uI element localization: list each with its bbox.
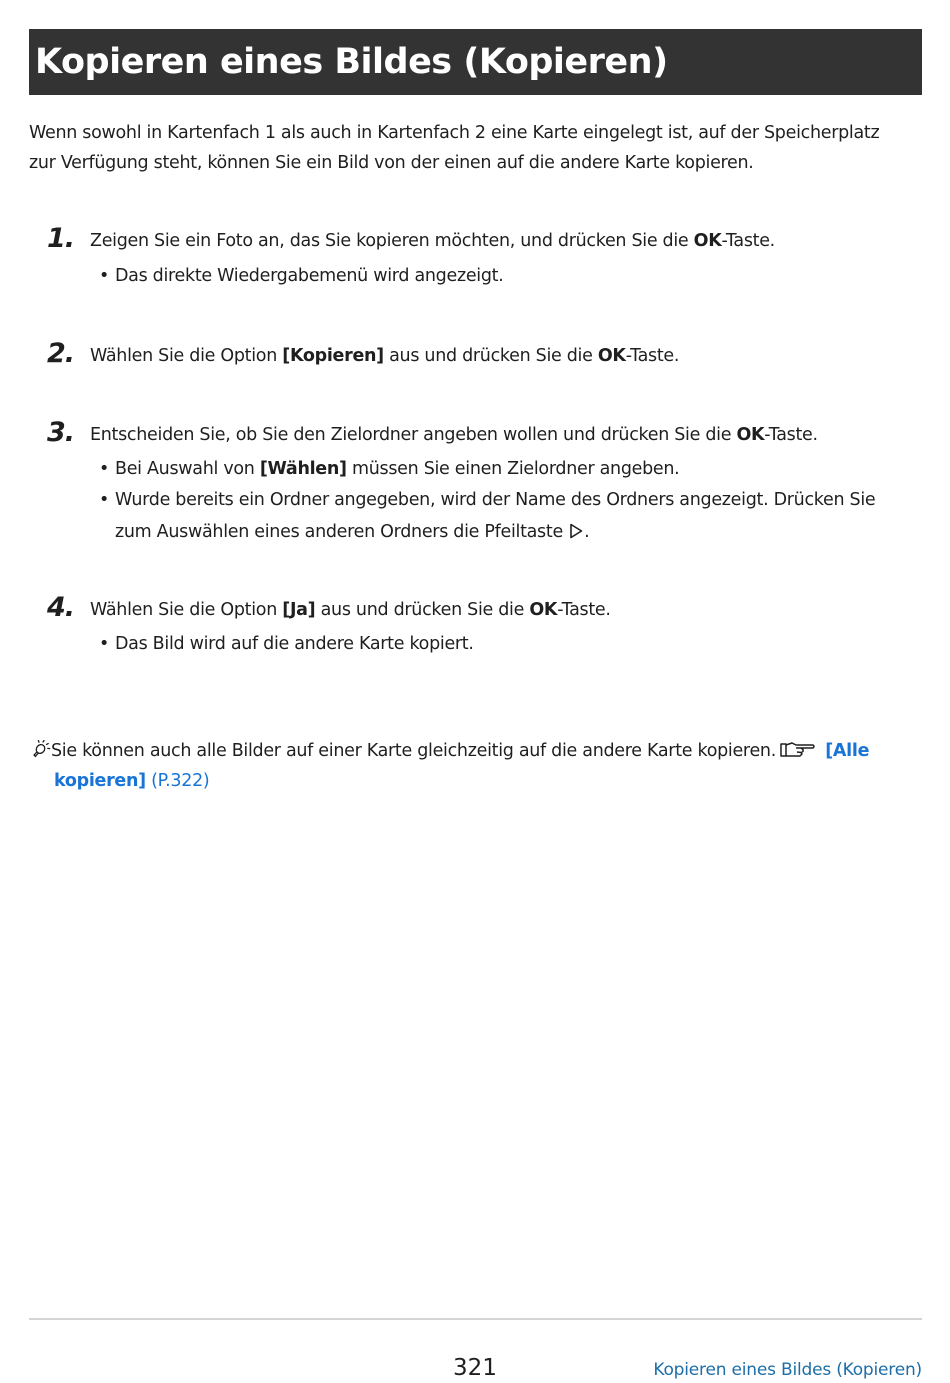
list-item	[97, 261, 917, 292]
tip-note	[29, 736, 919, 796]
tip-text: Sie können auch alle Bilder auf einer Karte gleichzeitig auf die andere Karte kopieren.	[51, 741, 776, 761]
bullet-text-before: Bei Auswahl von	[115, 459, 260, 479]
page-title: Kopieren eines Bildes (Kopieren)	[35, 42, 668, 82]
step-1-bullets	[97, 261, 917, 292]
ok-button-label: OK	[529, 600, 558, 620]
ok-button-label: OK	[736, 425, 765, 445]
bullet-dot: •	[99, 459, 110, 479]
step-3-bullets	[97, 454, 917, 547]
step-text	[90, 230, 775, 252]
bullet-text-line-1: Wurde bereits ein Ordner angegeben, wird der Name des Ordners angezeigt. Drücken Sie	[115, 490, 876, 510]
intro-line-2: zur Verfügung steht, können Sie ein Bild von der einen auf die andere Karte kopieren.	[29, 153, 754, 173]
bullet-dot: •	[99, 490, 110, 510]
tip-line-2	[29, 766, 919, 796]
step-text	[90, 424, 818, 446]
tip-lightbulb-icon	[29, 740, 51, 760]
option-label: [Ja]	[282, 600, 316, 620]
list-item	[97, 485, 917, 547]
list-item	[97, 454, 917, 485]
step-text	[90, 599, 611, 621]
title-bar	[29, 29, 922, 95]
step-text-before: Zeigen Sie ein Foto an, das Sie kopieren möchten, und drücken Sie die	[90, 231, 694, 251]
step-number: 2.	[47, 338, 75, 369]
bullet-text-line-2	[115, 517, 917, 547]
step-text-middle: aus und drücken Sie die	[315, 600, 530, 620]
ok-button-label: OK	[597, 346, 626, 366]
step-text-after: -Taste.	[625, 346, 680, 366]
step-text-middle: aus und drücken Sie die	[383, 346, 598, 366]
option-label: [Wählen]	[259, 459, 347, 479]
step-text-after: -Taste.	[764, 425, 818, 445]
step-text	[90, 345, 679, 367]
bullet-text-line-2-text: zum Auswählen eines anderen Ordners die Pfeiltaste	[115, 522, 563, 542]
bullet-text	[115, 454, 917, 485]
footer-divider	[29, 1318, 922, 1320]
list-item	[97, 629, 917, 660]
step-text-before: Entscheiden Sie, ob Sie den Zielordner angeben wollen und drücken Sie die	[90, 425, 737, 445]
step-text-before: Wählen Sie die Option	[90, 346, 283, 366]
page-reference-link[interactable]: (P.322)	[151, 771, 210, 791]
bullet-text: Das Bild wird auf die andere Karte kopiert.	[115, 634, 474, 654]
step-number: 1.	[47, 223, 75, 254]
link-alle-kopieren[interactable]: [Alle	[825, 741, 870, 761]
step-text-after: -Taste.	[721, 231, 775, 251]
page-number: 321	[453, 1355, 497, 1381]
pointing-hand-icon	[780, 740, 816, 758]
tip-line-1	[29, 736, 919, 766]
intro-paragraph	[29, 118, 909, 178]
link-alle-kopieren-cont[interactable]: kopieren]	[54, 771, 146, 791]
step-text-before: Wählen Sie die Option	[90, 600, 283, 620]
bullet-text-after: müssen Sie einen Zielordner angeben.	[346, 459, 680, 479]
step-4-bullets	[97, 629, 917, 660]
bullet-text: Das direkte Wiedergabemenü wird angezeigt.	[115, 266, 504, 286]
bullet-text-line-2-end: .	[584, 522, 590, 542]
step-number: 3.	[47, 417, 75, 448]
step-number: 4.	[47, 592, 75, 623]
option-label: [Kopieren]	[282, 346, 384, 366]
ok-button-label: OK	[693, 231, 722, 251]
intro-line-1: Wenn sowohl in Kartenfach 1 als auch in Kartenfach 2 eine Karte eingelegt ist, auf der Speicherplatz	[29, 123, 880, 143]
bullet-dot: •	[99, 634, 110, 654]
arrow-right-icon	[569, 523, 583, 539]
step-text-after: -Taste.	[557, 600, 611, 620]
bullet-dot: •	[99, 266, 110, 286]
footer-section-title[interactable]: Kopieren eines Bildes (Kopieren)	[653, 1360, 922, 1380]
